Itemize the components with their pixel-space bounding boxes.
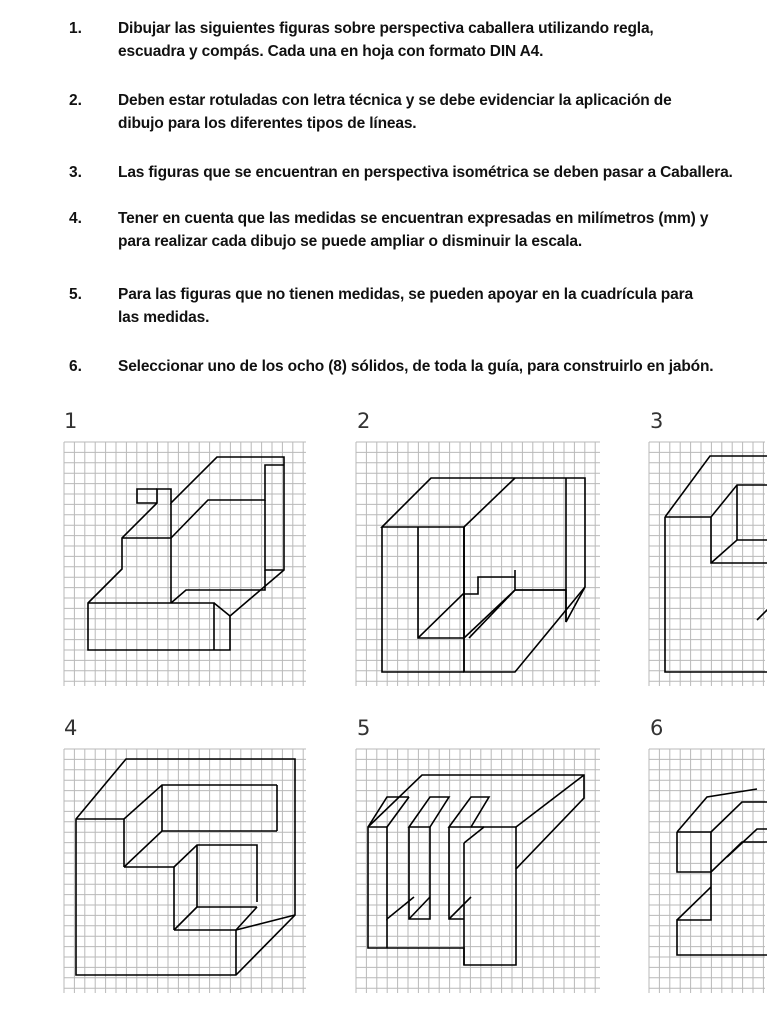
instruction-text-line: las medidas. bbox=[118, 309, 210, 326]
instruction-5 bbox=[0, 284, 767, 332]
instruction-text-line: Deben estar rotuladas con letra técnica y se debe evidenciar la aplicación de bbox=[118, 92, 672, 109]
instruction-text-line: Seleccionar uno de los ocho (8) sólidos, de toda la guía, para construirlo en jabón. bbox=[118, 358, 714, 375]
solid-figure-1-outline bbox=[88, 457, 284, 650]
figure-label-3: 3 bbox=[650, 409, 664, 433]
instruction-text-line: para realizar cada dibujo se puede ampliar o disminuir la escala. bbox=[118, 233, 583, 250]
instruction-number: 5. bbox=[69, 286, 82, 303]
instruction-text-line: escuadra y compás. Cada una en hoja con formato DIN A4. bbox=[118, 43, 544, 60]
instruction-text-line: Las figuras que se encuentran en perspectiva isométrica se deben pasar a Caballera. bbox=[118, 164, 733, 181]
instruction-number: 1. bbox=[69, 20, 82, 37]
figure-label-1: 1 bbox=[64, 409, 78, 433]
figure-label-4: 4 bbox=[64, 716, 78, 740]
isometric-grid-figure-6 bbox=[647, 747, 767, 995]
figure-label-5: 5 bbox=[357, 716, 371, 740]
solid-figure-2-outline bbox=[382, 478, 585, 672]
instruction-number: 4. bbox=[69, 210, 82, 227]
instruction-text-line: dibujo para los diferentes tipos de líneas. bbox=[118, 115, 417, 132]
instruction-number: 3. bbox=[69, 164, 82, 181]
isometric-grid-figure-3 bbox=[647, 440, 767, 688]
instruction-number: 2. bbox=[69, 92, 82, 109]
figure-label-2: 2 bbox=[357, 409, 371, 433]
isometric-grid-figure-5 bbox=[354, 747, 602, 995]
instruction-1 bbox=[0, 18, 767, 66]
isometric-grid-figure-4 bbox=[62, 747, 308, 995]
figure-label-6: 6 bbox=[650, 716, 664, 740]
instruction-text-line: Tener en cuenta que las medidas se encuentran expresadas en milímetros (mm) y bbox=[118, 210, 709, 227]
instruction-number: 6. bbox=[69, 358, 82, 375]
isometric-grid-figure-1 bbox=[62, 440, 308, 688]
instruction-6 bbox=[0, 356, 767, 380]
instruction-text-line: Para las figuras que no tienen medidas, se pueden apoyar en la cuadrícula para bbox=[118, 286, 693, 303]
instruction-3 bbox=[0, 162, 767, 186]
isometric-grid-figure-2 bbox=[354, 440, 602, 688]
instruction-text-line: Dibujar las siguientes figuras sobre perspectiva caballera utilizando regla, bbox=[118, 20, 654, 37]
instruction-2 bbox=[0, 90, 767, 138]
instruction-4 bbox=[0, 208, 767, 256]
solid-figure-4-outline bbox=[76, 759, 295, 975]
